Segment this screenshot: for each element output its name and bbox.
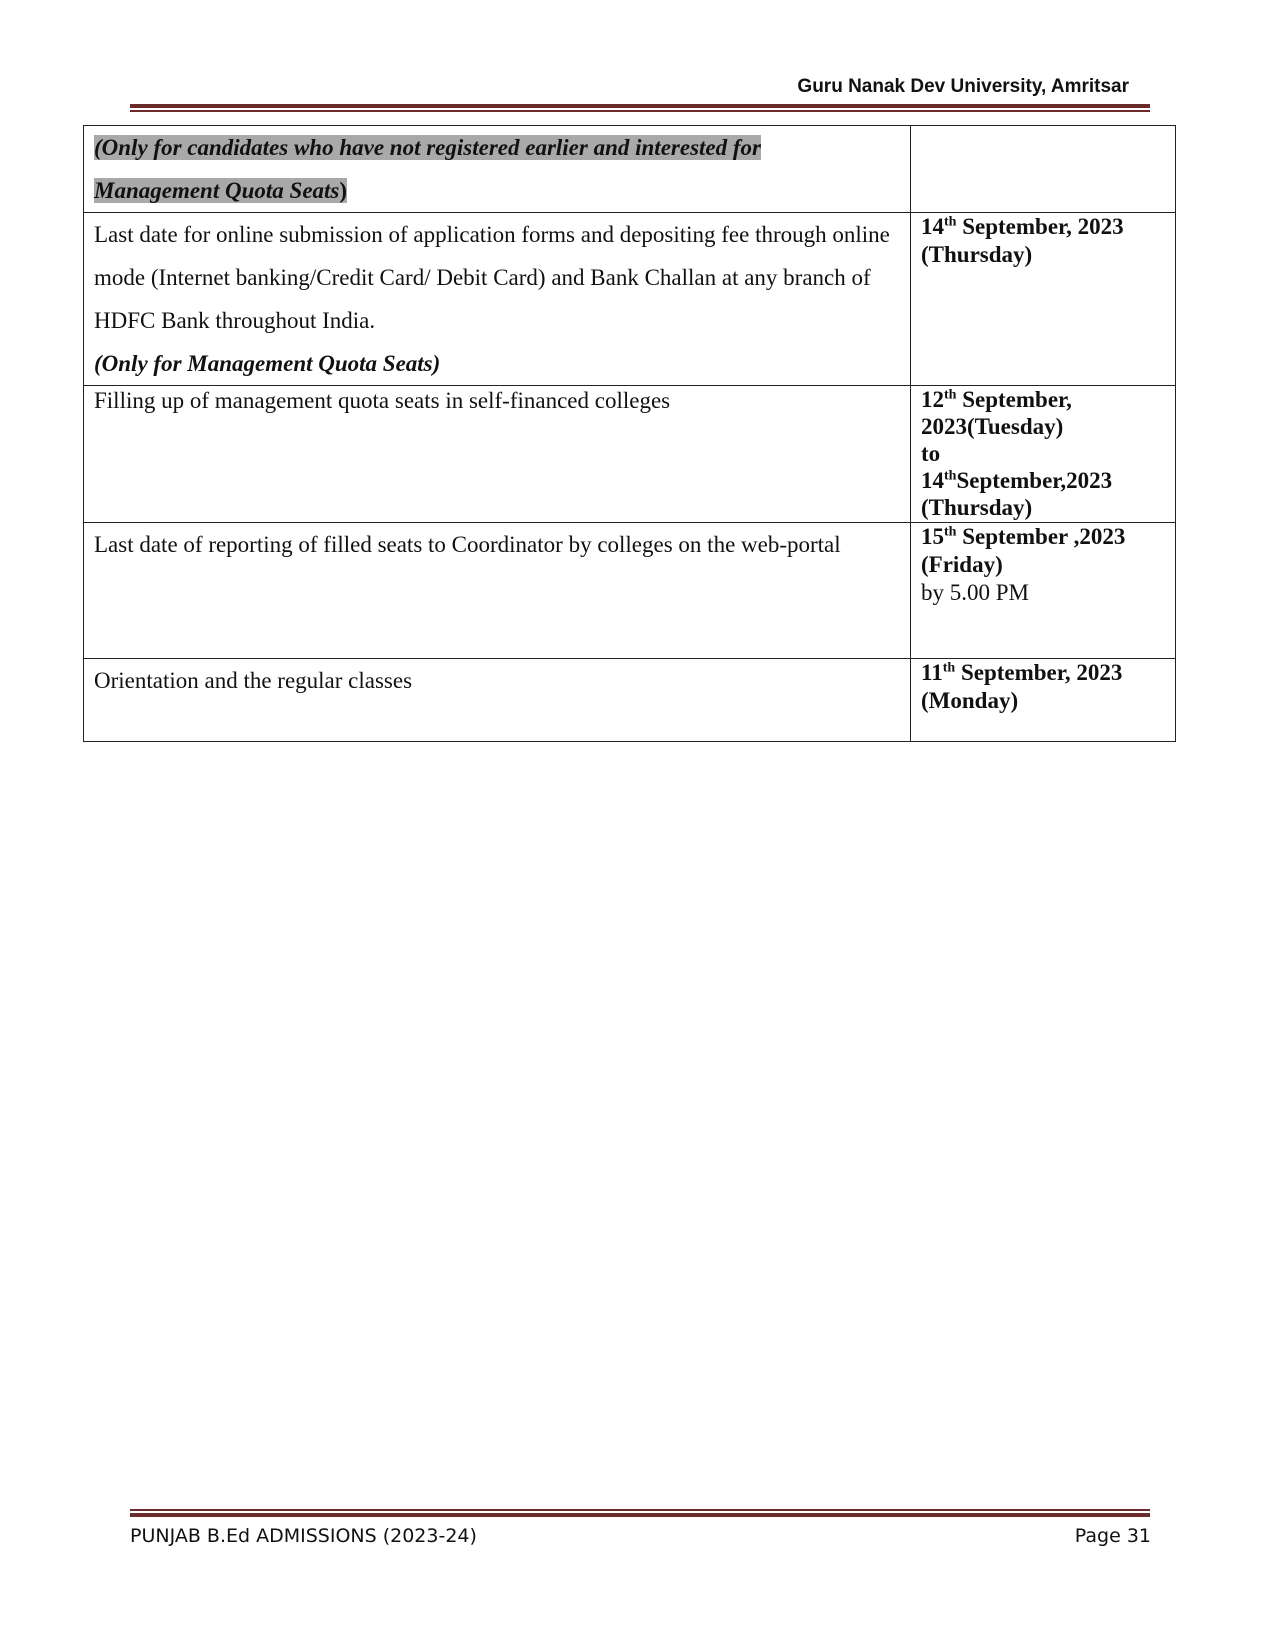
schedule-table (83, 125, 1176, 742)
table-row (84, 659, 1176, 742)
table-cell-empty (911, 126, 1176, 213)
table-row (84, 523, 1176, 659)
table-row (84, 213, 1176, 386)
header-divider (130, 104, 1150, 112)
row-description: Filling up of management quota seats in self-financed colleges (94, 388, 671, 413)
footer-title: PUNJAB B.Ed ADMISSIONS (2023-24) (130, 1525, 477, 1547)
table-row (84, 126, 1176, 213)
row-description: Orientation and the regular classes (94, 668, 413, 693)
row-description: Last date of reporting of filled seats to Coordinator by colleges on the web-portal (94, 532, 841, 557)
row-description: Last date for online submission of application forms and depositing fee through online mode (Internet banking/Credit Card/ Debit Card) and Bank Challan at any branch of HDFC Bank throughout India. (94, 222, 890, 333)
highlighted-note: (Only for candidates who have not registered earlier and interested for Management Quota Seats) (94, 135, 761, 203)
table-cell-description (84, 523, 911, 659)
table-cell-description (84, 386, 911, 523)
table-cell-date: 11th September, 2023 (Monday) (911, 659, 1176, 742)
table-cell-description (84, 659, 911, 742)
table-cell-description (84, 213, 911, 386)
table-cell-date: 12th September, 2023(Tuesday) to 14thSeptember,2023 (Thursday) (911, 386, 1176, 523)
table-cell-note (84, 126, 911, 213)
table-row (84, 386, 1176, 523)
page-number: Page 31 (1074, 1525, 1151, 1547)
footer-divider (130, 1509, 1150, 1517)
table-cell-date: 14th September, 2023 (Thursday) (911, 213, 1176, 386)
table-cell-date: 15th September ,2023 (Friday) by 5.00 PM (911, 523, 1176, 659)
row-note: (Only for Management Quota Seats) (94, 351, 441, 376)
header-title: Guru Nanak Dev University, Amritsar (797, 76, 1129, 97)
